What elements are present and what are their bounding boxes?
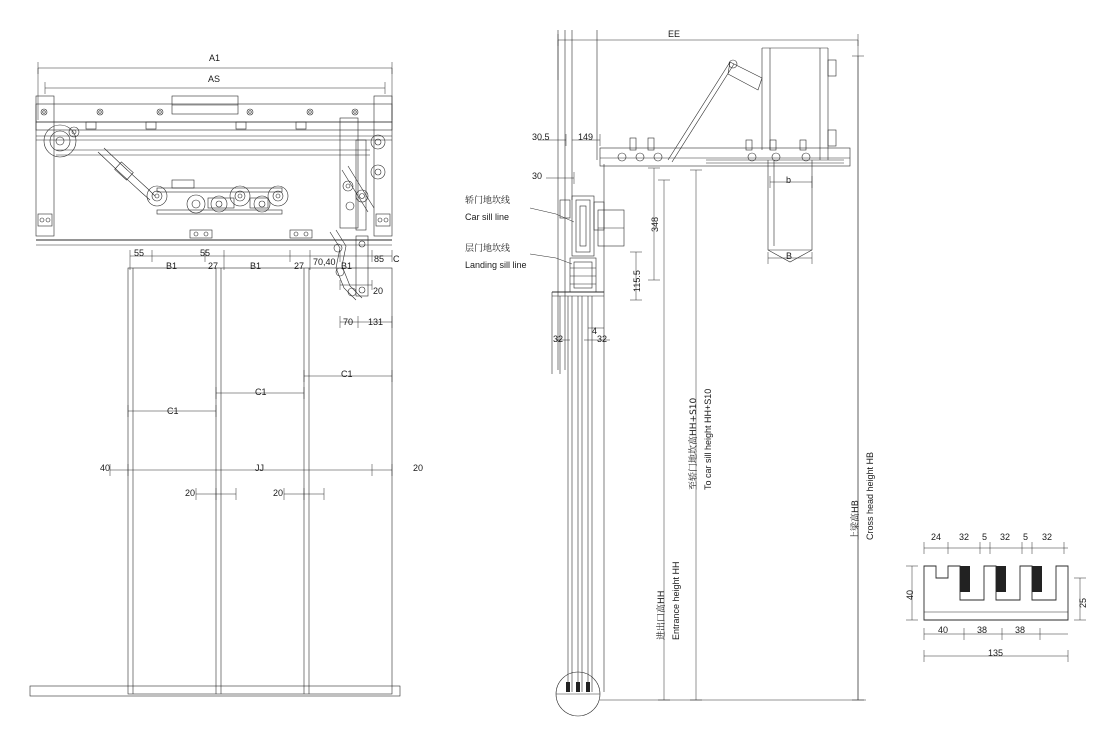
annotation-car-sill-cn: 轿门地坎线 bbox=[465, 196, 511, 206]
dim-c-right: C bbox=[393, 254, 400, 264]
sill-dim-top-3: 32 bbox=[1000, 532, 1011, 542]
label-car-sill-height-cn: 至轿门地坎高HH+S10 bbox=[689, 397, 699, 490]
dim-40-left: 40 bbox=[100, 463, 111, 473]
sill-dim-bottom-0: 40 bbox=[938, 625, 949, 635]
dim-32-left: 32 bbox=[553, 334, 564, 344]
dim-20-right: 20 bbox=[413, 463, 424, 473]
label-cross-head-height-en: Cross head height HB bbox=[865, 451, 875, 540]
dim-b1-right: B1 bbox=[341, 261, 353, 271]
dim-c1-high: C1 bbox=[341, 369, 353, 379]
sill-dim-bottom-2: 38 bbox=[1015, 625, 1026, 635]
dim-as: AS bbox=[208, 74, 221, 84]
dim-32-right: 32 bbox=[597, 334, 608, 344]
dim-30: 30 bbox=[532, 171, 543, 181]
dim-27-a: 27 bbox=[208, 261, 219, 271]
dim-348: 348 bbox=[650, 216, 660, 232]
annotation-car-sill-en: Car sill line bbox=[465, 212, 510, 222]
sill-dim-bottom-1: 38 bbox=[977, 625, 988, 635]
label-car-sill-height-en: To car sill height HH+S10 bbox=[703, 388, 713, 490]
dim-ee: EE bbox=[668, 29, 681, 39]
dim-27-b: 27 bbox=[294, 261, 305, 271]
dim-20-a: 20 bbox=[185, 488, 196, 498]
dim-b1-left: B1 bbox=[166, 261, 178, 271]
dim-115-5: 115.5 bbox=[632, 270, 642, 292]
dim-c1-low: C1 bbox=[167, 406, 179, 416]
dim-b1-mid: B1 bbox=[250, 261, 262, 271]
sill-dim-left-40: 40 bbox=[905, 589, 915, 600]
dim-jj: JJ bbox=[255, 463, 264, 473]
dim-131: 131 bbox=[368, 317, 384, 327]
sill-dim-top-2: 5 bbox=[982, 532, 988, 542]
dim-20-b: 20 bbox=[273, 488, 284, 498]
sill-detail-geometry bbox=[906, 542, 1086, 662]
sill-dim-top-1: 32 bbox=[959, 532, 970, 542]
plan-view-geometry bbox=[30, 62, 400, 696]
dim-4: 4 bbox=[592, 326, 598, 336]
dim-85: 85 bbox=[374, 254, 385, 264]
dim-a1: A1 bbox=[209, 53, 221, 63]
annotation-landing-sill-en: Landing sill line bbox=[465, 260, 527, 270]
sill-dim-top-4: 5 bbox=[1023, 532, 1029, 542]
dim-55-b: 55 bbox=[200, 248, 211, 258]
dim-30-5: 30.5 bbox=[532, 132, 550, 142]
sill-dim-overall-135: 135 bbox=[988, 648, 1004, 658]
sill-dim-top-5: 32 bbox=[1042, 532, 1053, 542]
annotation-landing-sill-cn: 层门地坎线 bbox=[465, 244, 511, 254]
dim-70-40: 70,40 bbox=[313, 257, 336, 267]
label-cross-head-height-cn: 上梁高HB bbox=[851, 500, 861, 540]
dim-20-box: 20 bbox=[373, 286, 384, 296]
label-entrance-height-en: Entrance height HH bbox=[671, 561, 681, 640]
dim-b-lower: B bbox=[786, 251, 793, 261]
sill-dim-top-0: 24 bbox=[931, 532, 942, 542]
dim-55-a: 55 bbox=[134, 248, 145, 258]
dim-c1-mid: C1 bbox=[255, 387, 267, 397]
dim-b-upper: b bbox=[786, 175, 792, 185]
sill-dim-right-25: 25 bbox=[1078, 597, 1088, 608]
dim-149: 149 bbox=[578, 132, 594, 142]
label-entrance-height-cn: 进出口高HH bbox=[657, 590, 667, 640]
dim-70: 70 bbox=[343, 317, 354, 327]
